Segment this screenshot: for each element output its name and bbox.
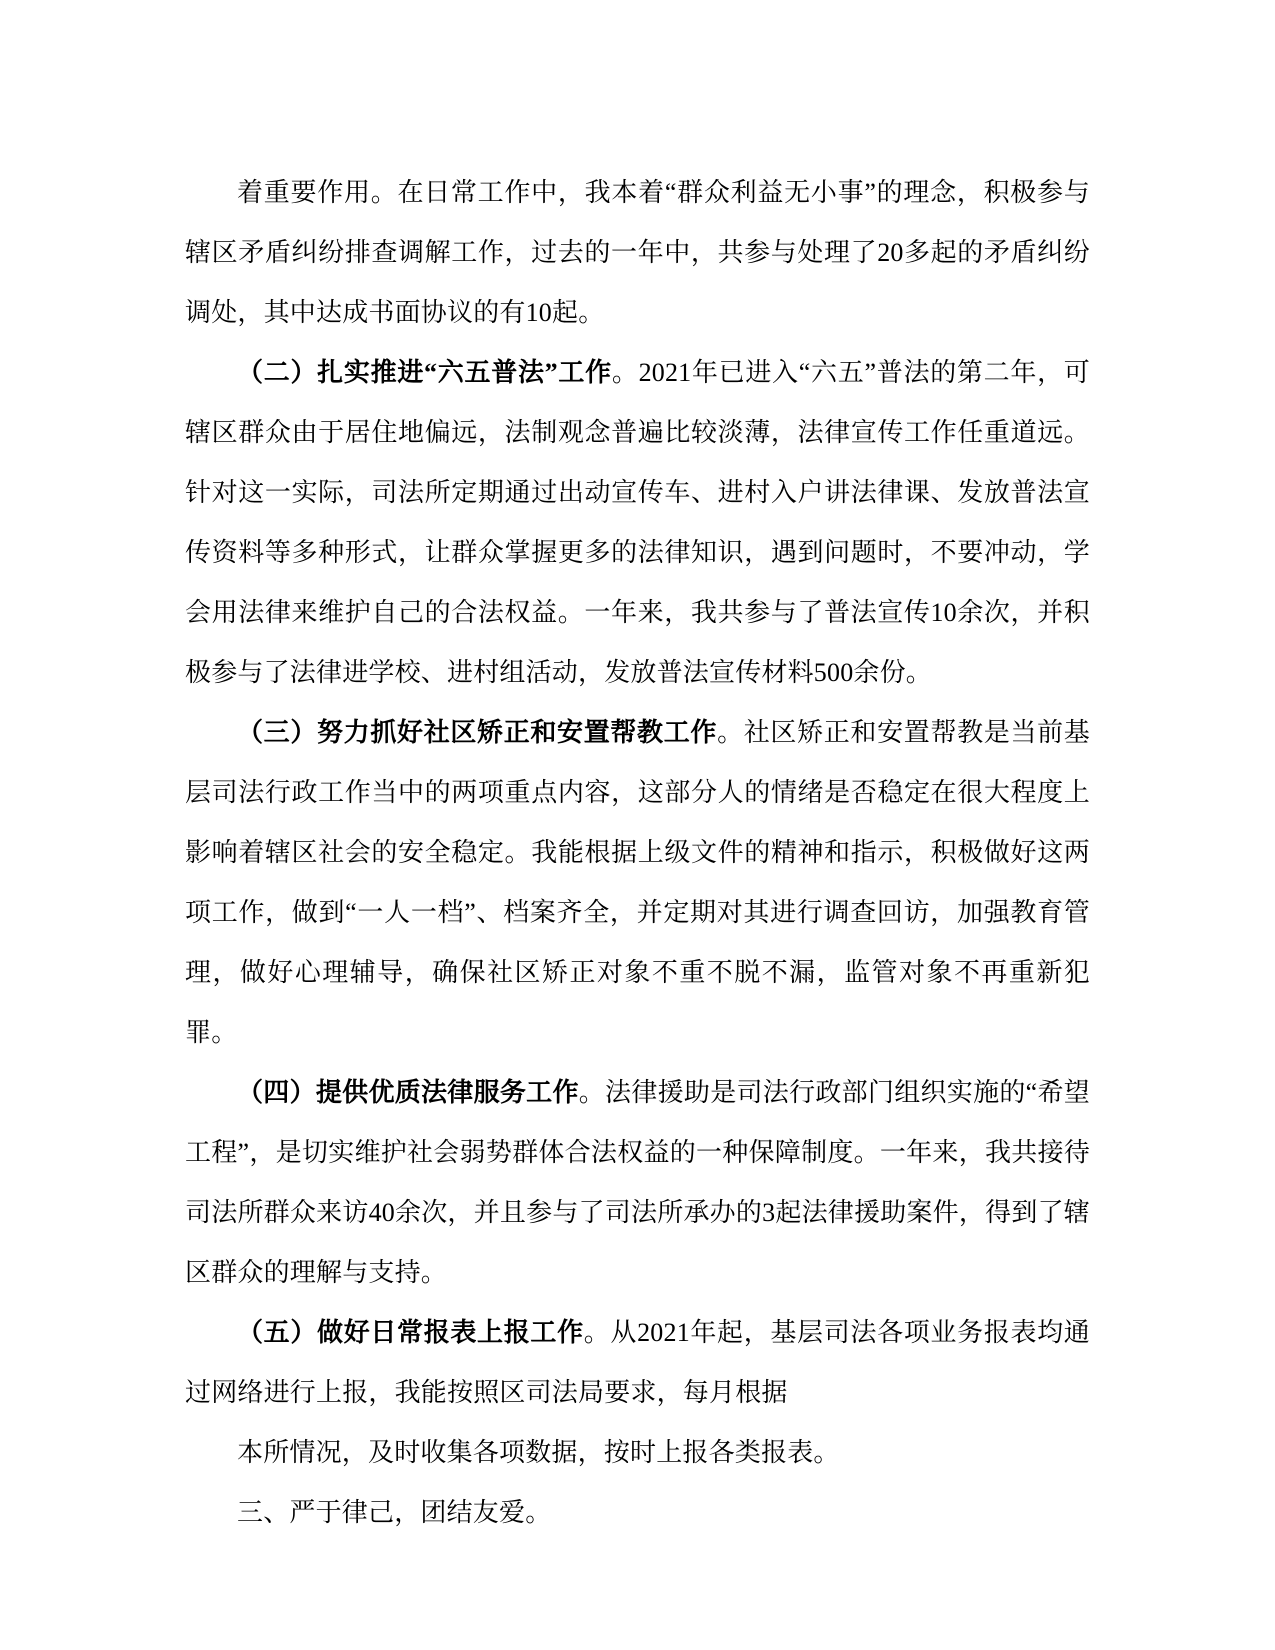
body-text: 。法律援助是司法行政部门组织实施的“希望工程”，是切实维护社会弱势群体合法权益的一种保障制度。一年来，我共接待司法所群众来访40余次，并且参与了司法所承办的3起法律援助案件，得到了辖区群众的理解与支持。 — [185, 1078, 1090, 1287]
paragraph — [185, 1303, 1090, 1423]
body-text: 本所情况，及时收集各项数据，按时上报各类报表。 — [237, 1438, 840, 1467]
body-text: 。从2021年起，基层司法各项业务报表均通过网络进行上报，我能按照区司法局要求，每月根据 — [185, 1318, 1090, 1407]
paragraph — [185, 1423, 1090, 1483]
body-text: 。社区矫正和安置帮教是当前基层司法行政工作当中的两项重点内容，这部分人的情绪是否稳定在很大程度上影响着辖区社会的安全稳定。我能根据上级文件的精神和指示，积极做好这两项工作，做到“一人一档”、档案齐全，并定期对其进行调查回访，加强教育管理，做好心理辅导，确保社区矫正对象不重不脱不漏，监管对象不再重新犯罪。 — [185, 718, 1090, 1047]
section-heading: （二）扎实推进“六五普法”工作 — [237, 358, 612, 387]
body-text: 三、严于律己，团结友爱。 — [237, 1498, 552, 1527]
paragraph — [185, 343, 1090, 703]
paragraph — [185, 1483, 1090, 1543]
section-heading: （五）做好日常报表上报工作 — [237, 1318, 584, 1347]
section-heading: （四）提供优质法律服务工作 — [237, 1078, 579, 1107]
document-body — [185, 163, 1090, 1543]
paragraph — [185, 1063, 1090, 1303]
body-text: 着重要作用。在日常工作中，我本着“群众利益无小事”的理念，积极参与辖区矛盾纠纷排查调解工作，过去的一年中，共参与处理了20多起的矛盾纠纷调处，其中达成书面协议的有10起。 — [185, 178, 1090, 327]
paragraph — [185, 163, 1090, 343]
body-text: 。2021年已进入“六五”普法的第二年，可辖区群众由于居住地偏远，法制观念普遍比较淡薄，法律宣传工作任重道远。针对这一实际，司法所定期通过出动宣传车、进村入户讲法律课、发放普法宣传资料等多种形式，让群众掌握更多的法律知识，遇到问题时，不要冲动，学会用法律来维护自己的合法权益。一年来，我共参与了普法宣传10余次，并积极参与了法律进学校、进村组活动，发放普法宣传材料500余份。 — [185, 358, 1090, 687]
paragraph — [185, 703, 1090, 1063]
section-heading: （三）努力抓好社区矫正和安置帮教工作 — [237, 718, 718, 747]
